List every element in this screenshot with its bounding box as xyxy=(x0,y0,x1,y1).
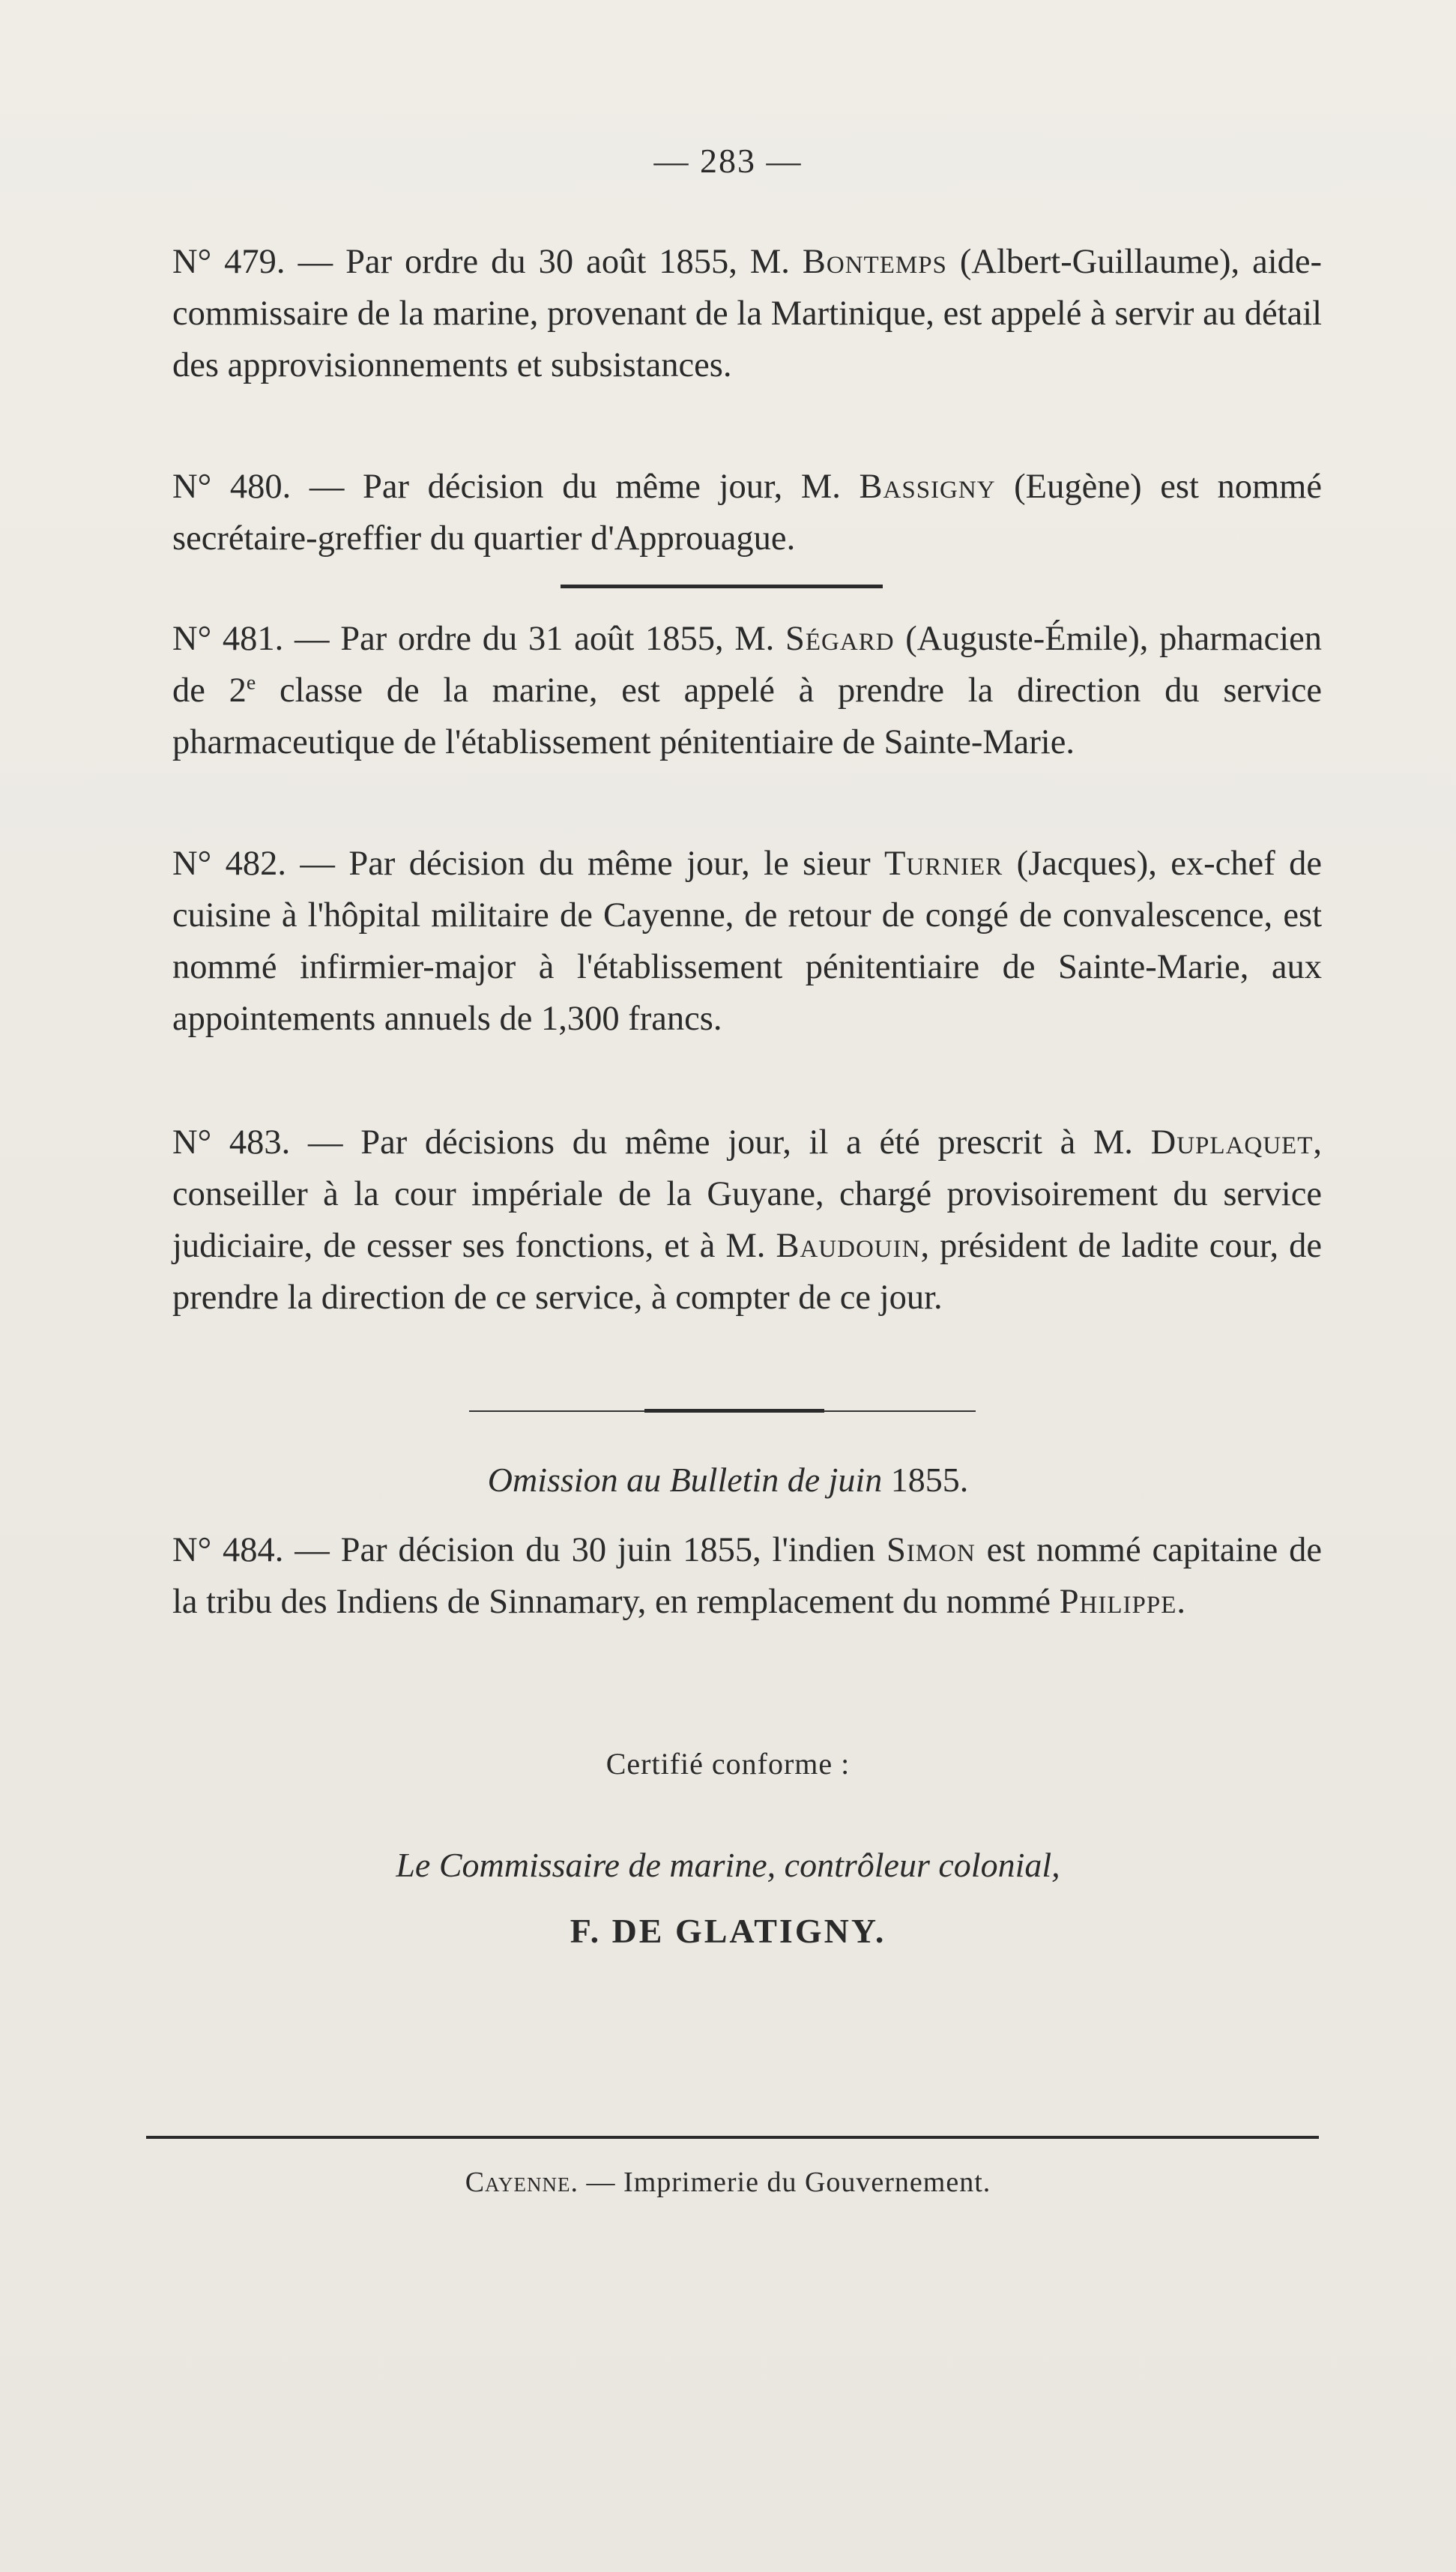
omission-heading-text: Omission au Bulletin de juin xyxy=(487,1461,883,1499)
entry-text: — Par décision du même jour, le sieur xyxy=(286,845,884,883)
signature-name: F. DE GLATIGNY. xyxy=(570,1912,886,1950)
section-rule-accent xyxy=(644,1409,824,1413)
entry-482 xyxy=(172,838,1322,1045)
section-rule xyxy=(561,585,883,588)
entry-text: . xyxy=(1176,1583,1186,1621)
entry-text: — Par décisions du même jour, il a été prescrit à M. xyxy=(290,1123,1151,1162)
entry-text: est nommé capitaine de la tribu des Indiens de Sinnamary, en remplacement du nommé xyxy=(172,1531,1323,1621)
imprint-footer xyxy=(0,2166,1456,2199)
entry-text: (Eugène) est nommé secrétaire-greffier du quartier d'Approuague. xyxy=(172,468,1322,558)
entry-text: classe de la marine, est appelé à prendre la direction du service pharmaceutique de l'établissement pénitentiaire de Sainte-Marie. xyxy=(172,671,1323,761)
entry-483 xyxy=(172,1117,1322,1323)
signature-title: Le Commissaire de marine, contrôleur colonial, xyxy=(396,1846,1060,1884)
imprint-text: — Imprimerie du Gouvernement. xyxy=(579,2167,991,2198)
entry-481 xyxy=(172,613,1322,768)
entry-text: — Par ordre du 30 août 1855, M. xyxy=(285,243,803,281)
entry-479 xyxy=(172,236,1322,391)
certification-line: Certifié conforme : xyxy=(605,1747,851,1781)
person-name: Ségard xyxy=(785,620,895,658)
footer-rule xyxy=(146,2136,1319,2139)
page-number: — 283 — xyxy=(653,142,803,180)
omission-heading xyxy=(0,1460,1456,1500)
superscript: e xyxy=(246,671,256,695)
person-name: Simon xyxy=(886,1531,976,1569)
entry-number: N° 481. xyxy=(172,620,284,658)
entry-number: N° 480. xyxy=(172,468,291,506)
entry-number: N° 479. xyxy=(172,243,286,281)
entry-484 xyxy=(172,1524,1322,1628)
entry-text: — Par décision du 30 juin 1855, l'indien xyxy=(283,1531,886,1569)
entry-480 xyxy=(172,461,1322,564)
imprint-place: Cayenne. xyxy=(465,2167,579,2198)
person-name: Bontemps xyxy=(802,243,947,281)
entry-text: , président de ladite cour, de prendre la direction de ce service, à compter de ce jour. xyxy=(172,1227,1322,1317)
person-name: Philippe xyxy=(1059,1583,1177,1621)
entry-text: (Albert-Guillaume), aide-commissaire de la marine, provenant de la Martinique, est appelé à servir au détail des approvisionnements et subsistances. xyxy=(172,243,1323,384)
entry-number: N° 483. xyxy=(172,1123,291,1162)
entry-text: (Auguste-Émile), pharmacien de 2 xyxy=(172,620,1322,710)
entry-text: , conseiller à la cour impériale de la Guyane, chargé provisoirement du service judiciaire, de cesser ses fonctions, et à M. xyxy=(172,1123,1322,1265)
entry-number: N° 484. xyxy=(172,1531,284,1569)
person-name: Baudouin xyxy=(776,1227,921,1265)
entry-text: — Par ordre du 31 août 1855, M. xyxy=(283,620,786,658)
person-name: Duplaquet xyxy=(1150,1123,1314,1162)
entry-number: N° 482. xyxy=(172,845,286,883)
entry-text: — Par décision du même jour, M. xyxy=(291,468,860,506)
entry-text: (Jacques), ex-chef de cuisine à l'hôpital militaire de Cayenne, de retour de congé de convalescence, est nommé infirmier-major à l'établissement pénitentiaire de Sainte-Marie, aux appointements annuels de 1,300 francs. xyxy=(172,845,1322,1038)
person-name: Bassigny xyxy=(859,468,996,506)
person-name: Turnier xyxy=(883,845,1003,883)
omission-year: 1855. xyxy=(890,1461,969,1499)
